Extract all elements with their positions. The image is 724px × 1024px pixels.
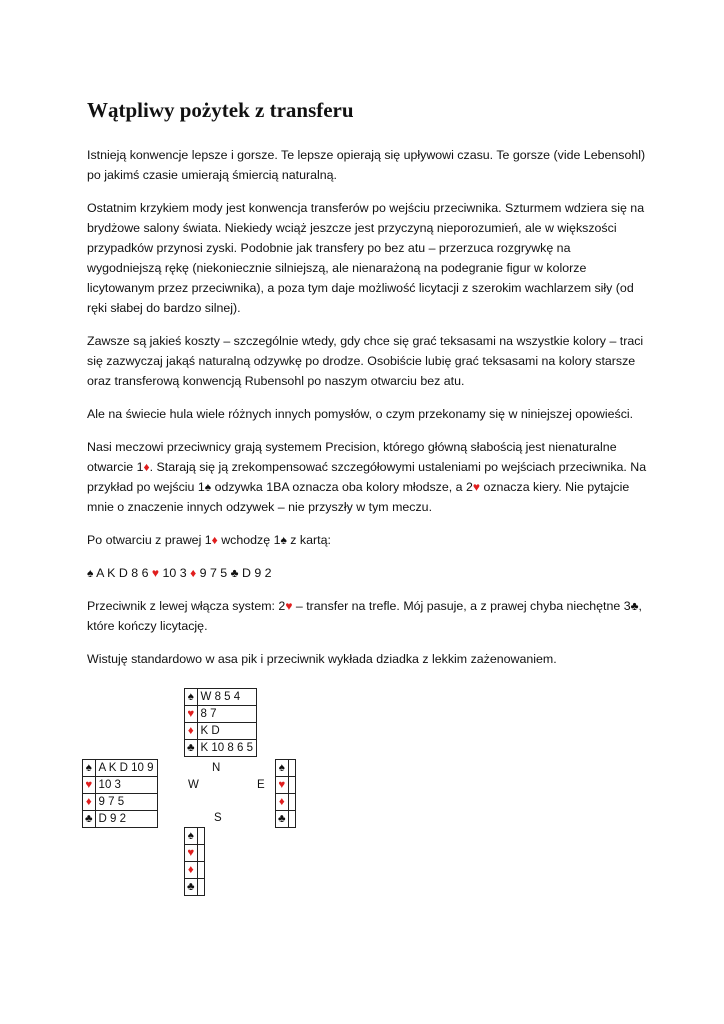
south-spades (197, 828, 204, 845)
text-run: D 9 2 (238, 566, 272, 580)
paragraph-2: Ostatnim krzykiem mody jest konwencja transferów po wejściu przeciwnika. Szturmem wdziera się na brydżowe salony świata. Niekiedy wciąż jeszcze jest przyczyną nieporozumień, ale w większości przypadków przynosi zyski. Podobnie jak transfery po bez atu – przerzuca rozgrywkę na wygodniejszą rękę (niekoniecznie silniejszą, ale nienarażoną na podegranie figur w kolorze licytowanym przez przeciwnika), a poza tym daje możliwość licytacji z szerokim wachlarzem siły (od ręki słabej do bardzo silnej). (87, 201, 645, 315)
east-hearts (288, 777, 295, 794)
page-title: Wątpliwy pożytek z transferu (87, 98, 354, 122)
spade-icon: ♠ (276, 760, 289, 777)
text-run: wchodzę 1 (217, 533, 281, 547)
compass-south: S (214, 812, 222, 824)
east-clubs (288, 811, 295, 828)
club-icon: ♣ (185, 740, 198, 757)
heart-icon: ♥ (472, 480, 480, 494)
text-run: Po otwarciu z prawej 1 (87, 533, 212, 547)
south-hearts (197, 845, 204, 862)
compass-east: E (257, 779, 265, 791)
west-spades: A K D 10 9 (95, 760, 157, 777)
west-hand (82, 759, 158, 828)
text-run: 9 7 5 (196, 566, 231, 580)
compass-north: N (212, 762, 221, 774)
south-diamonds (197, 862, 204, 879)
club-icon: ♣ (630, 599, 639, 613)
spade-icon: ♠ (87, 566, 94, 580)
text-run: odzywka 1BA oznacza oba kolory młodsze, a 2 (211, 480, 473, 494)
text-run: z kartą: (286, 533, 331, 547)
diamond-icon: ♦ (276, 794, 289, 811)
north-hand (184, 688, 257, 757)
text-run: , które kończy licytację. (87, 599, 642, 633)
diamond-icon: ♦ (83, 794, 96, 811)
paragraph-8 (87, 596, 647, 636)
heart-icon: ♥ (151, 566, 160, 580)
club-icon: ♣ (185, 879, 198, 896)
east-diamonds (288, 794, 295, 811)
paragraph-6 (87, 530, 647, 550)
heart-icon: ♥ (276, 777, 289, 794)
spade-icon: ♠ (280, 533, 287, 547)
diamond-icon: ♦ (190, 566, 197, 580)
document-body (87, 98, 647, 682)
north-spades: W 8 5 4 (197, 689, 256, 706)
text-run: 10 3 (159, 566, 191, 580)
text-run: Przeciwnik z lewej włącza system: 2 (87, 599, 286, 613)
club-icon: ♣ (83, 811, 96, 828)
north-clubs: K 10 8 6 5 (197, 740, 256, 757)
east-spades (288, 760, 295, 777)
paragraph-3: Zawsze są jakieś koszty – szczególnie wtedy, gdy chce się grać teksasami na wszystkie kolory – traci się zazwyczaj jakąś naturalną odzywkę po drodze. Osobiście lubię grać teksasami na kolory starsze oraz transferową konwencją Rubensohl po naszym otwarciu bez atu. (87, 334, 644, 388)
text-run: Nasi meczowi przeciwnicy grają systemem Precision, którego główną słabością jest nienaturalne otwarcie 1 (87, 440, 617, 474)
spade-icon: ♠ (185, 828, 198, 845)
west-diamonds: 9 7 5 (95, 794, 157, 811)
paragraph-4: Ale na świecie hula wiele różnych innych pomysłów, o czym przekonamy się w niniejszej opowieści. (87, 407, 634, 421)
text-run: oznacza kiery. Nie pytajcie mnie o znaczenie innych odzywek – nie przyszły w tym meczu. (87, 480, 630, 514)
paragraph-hand (87, 563, 647, 583)
diamond-icon: ♦ (211, 533, 218, 547)
club-icon: ♣ (276, 811, 289, 828)
south-clubs (197, 879, 204, 896)
heart-icon: ♥ (185, 706, 198, 723)
west-clubs: D 9 2 (95, 811, 157, 828)
south-hand (184, 827, 205, 896)
diamond-icon: ♦ (185, 862, 198, 879)
east-hand (275, 759, 296, 828)
spade-icon: ♠ (83, 760, 96, 777)
west-hearts: 10 3 (95, 777, 157, 794)
paragraph-5 (87, 437, 647, 517)
text-run: . Starają się ją zrekompensować szczegółowymi ustaleniami po wejściach przeciwnika. Na przykład po wejściu 1 (87, 460, 647, 494)
club-icon: ♣ (230, 566, 239, 580)
compass-west: W (188, 779, 199, 791)
heart-icon: ♥ (83, 777, 96, 794)
spade-icon: ♠ (185, 689, 198, 706)
north-diamonds: K D (197, 723, 256, 740)
paragraph-9: Wistuję standardowo w asa pik i przeciwnik wykłada dziadka z lekkim zażenowaniem. (87, 652, 557, 666)
paragraph-1: Istnieją konwencje lepsze i gorsze. Te lepsze opierają się upływowi czasu. Te gorsze (vide Lebensohl) po jakimś czasie umierają śmiercią naturalną. (87, 148, 646, 182)
heart-icon: ♥ (185, 845, 198, 862)
text-run: A K D 8 6 (93, 566, 152, 580)
diamond-icon: ♦ (143, 460, 150, 474)
diamond-icon: ♦ (185, 723, 198, 740)
heart-icon: ♥ (285, 599, 293, 613)
north-hearts: 8 7 (197, 706, 256, 723)
text-run: – transfer na trefle. Mój pasuje, a z prawej chyba niechętne 3 (292, 599, 631, 613)
spade-icon: ♠ (204, 480, 212, 494)
